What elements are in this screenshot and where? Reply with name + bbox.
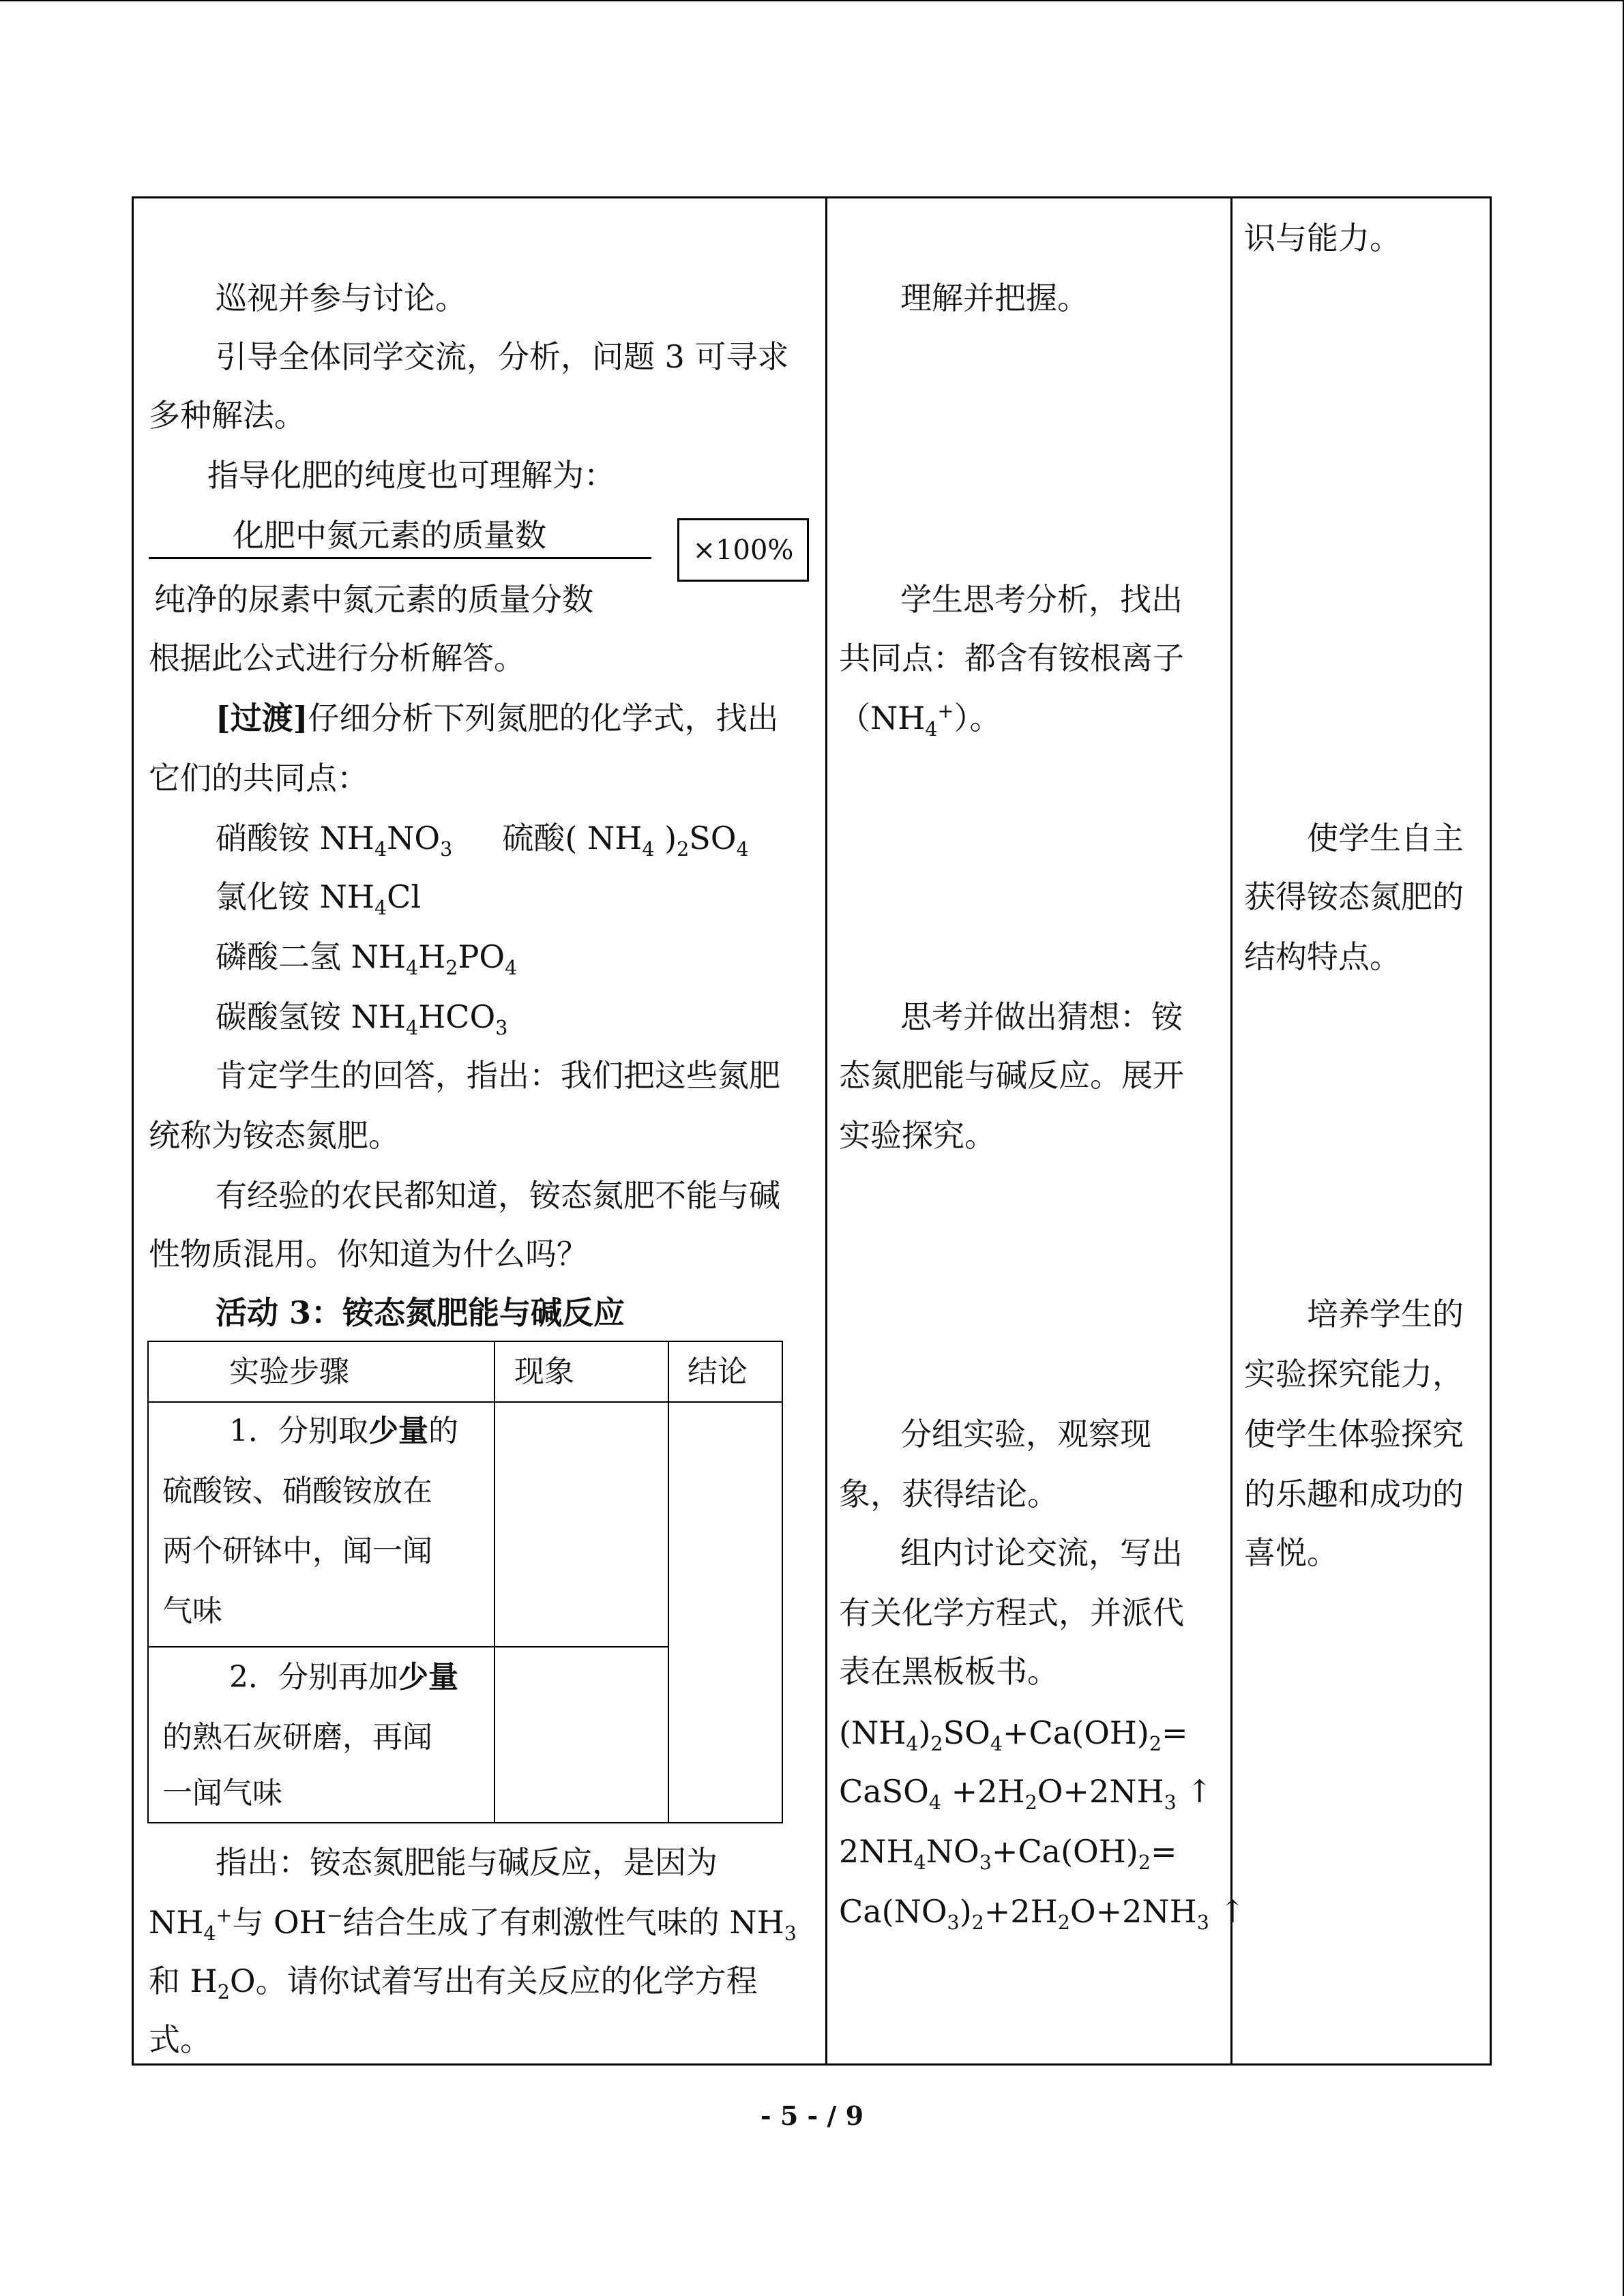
experiment-table xyxy=(147,1341,783,1823)
text-line: 指出：铵态氮肥能与碱反应，是因为 xyxy=(216,1844,718,1881)
text-line: 肯定学生的回答，指出：我们把这些氮肥 xyxy=(216,1057,780,1094)
text-line: [过渡]仔细分析下列氮肥的化学式，找出 xyxy=(216,700,779,736)
text-line: 有经验的农民都知道，铵态氮肥不能与碱 xyxy=(216,1177,780,1214)
text-line: 实验探究。 xyxy=(839,1117,996,1154)
text-line: 有关化学方程式，并派代 xyxy=(839,1594,1184,1631)
text-line: 学生思考分析，找出 xyxy=(900,581,1183,618)
formula-line: 磷酸二氢 $NH_4H_2PO_4$ xyxy=(216,938,518,980)
text-line: 使学生体验探究 xyxy=(1244,1416,1464,1452)
grid-line xyxy=(494,1342,495,1822)
text-line: 多种解法。 xyxy=(149,397,306,434)
step1-line: 硫酸铵、硝酸铵放在 xyxy=(162,1474,432,1508)
text-line: 引导全体同学交流，分析，问题 3 可寻求 xyxy=(216,338,789,375)
text-line: 组内讨论交流，写出 xyxy=(900,1534,1183,1571)
step2-line: 一闻气味 xyxy=(162,1776,282,1810)
text-line: 共同点：都含有铵根离子 xyxy=(839,640,1184,676)
lesson-table xyxy=(132,196,1492,2066)
text-line: 它们的共同点： xyxy=(149,760,368,796)
step2-line: 的熟石灰研磨，再闻 xyxy=(162,1720,432,1755)
equation-line: $(NH_4)_2SO_4+Ca(OH)_2=$ xyxy=(839,1714,1188,1756)
equation-line: CaSO$_4$ $+2H_2O+2NH_3$ ↑ xyxy=(839,1773,1213,1815)
text-line: 获得铵态氮肥的 xyxy=(1244,878,1464,915)
text-line: 表在黑板板书。 xyxy=(839,1653,1059,1690)
activity-title: 活动 3：铵态氮肥能与碱反应 xyxy=(216,1294,625,1331)
text-line: 思考并做出猜想：铵 xyxy=(900,998,1183,1035)
text-line: $NH_4^+$与 OH−结合生成了有刺激性气味的 $NH_3$ xyxy=(149,1904,797,1945)
text-line: 的乐趣和成功的 xyxy=(1244,1476,1464,1512)
text-line: 式。 xyxy=(149,2021,211,2058)
intent-column xyxy=(1230,198,1490,2063)
text-line: 象，获得结论。 xyxy=(839,1476,1059,1512)
step1-line: 两个研钵中，闻一闻 xyxy=(162,1534,432,1568)
student-column xyxy=(825,198,1246,2063)
fraction-numerator: 化肥中氮元素的质量数 xyxy=(233,517,546,554)
fraction-line xyxy=(149,557,651,559)
grid-line xyxy=(668,1342,669,1822)
text-line: 实验探究能力， xyxy=(1244,1356,1464,1392)
text-line: 喜悦。 xyxy=(1244,1534,1338,1571)
teacher-column xyxy=(134,198,827,2063)
text-line: 使学生自主 xyxy=(1307,820,1464,856)
text-line: 巡视并参与讨论。 xyxy=(216,280,467,316)
equation-line: $2NH_4NO_3+Ca(OH)_2=$ xyxy=(839,1833,1177,1875)
step1-line: 1．分别取少量的 xyxy=(229,1414,458,1448)
equation-line: $Ca(NO_3)_2+2H_2O+2NH_3$ ↑ xyxy=(839,1893,1246,1935)
text-line: 指导化肥的纯度也可理解为： xyxy=(207,457,615,494)
text-line: 识与能力。 xyxy=(1244,220,1401,256)
step2-line: 2．分别再加少量 xyxy=(229,1660,458,1695)
formula-line: 硝酸铵 $NH_4NO_3$ 硫酸( $NH_4$ )$_2SO_4$ xyxy=(216,820,749,861)
text-line: 性物质混用。你知道为什么吗？ xyxy=(149,1236,588,1272)
text-line: 根据此公式进行分析解答。 xyxy=(149,640,525,676)
formula-line: 氯化铵 $NH_4Cl$ xyxy=(216,878,422,920)
step1-line: 气味 xyxy=(162,1594,222,1628)
text-line: 和 $H_2O$。请你试着写出有关反应的化学方程 xyxy=(149,1963,758,2004)
text-line: 培养学生的 xyxy=(1307,1296,1464,1332)
transition-tag: [过渡] xyxy=(216,700,308,736)
formula-line: 碳酸氢铵 $NH_4HCO_3$ xyxy=(216,998,508,1040)
header-phenomenon: 现象 xyxy=(514,1354,574,1389)
fraction-denominator: 纯净的尿素中氮元素的质量分数 xyxy=(154,581,593,618)
page-number: - 5 - / 9 xyxy=(760,2100,864,2131)
text-line: $(NH_4^+)$。 xyxy=(839,700,1001,741)
text-line: 结构特点。 xyxy=(1244,938,1401,975)
text-line: 统称为铵态氮肥。 xyxy=(149,1117,400,1154)
text-line: 分组实验，观察现 xyxy=(900,1416,1151,1452)
text-line: 理解并把握。 xyxy=(900,280,1089,316)
header-steps: 实验步骤 xyxy=(229,1354,349,1389)
text-line: 态氮肥能与碱反应。展开 xyxy=(839,1057,1184,1094)
header-conclusion: 结论 xyxy=(688,1354,748,1389)
percent-box: ×100% xyxy=(677,518,809,582)
